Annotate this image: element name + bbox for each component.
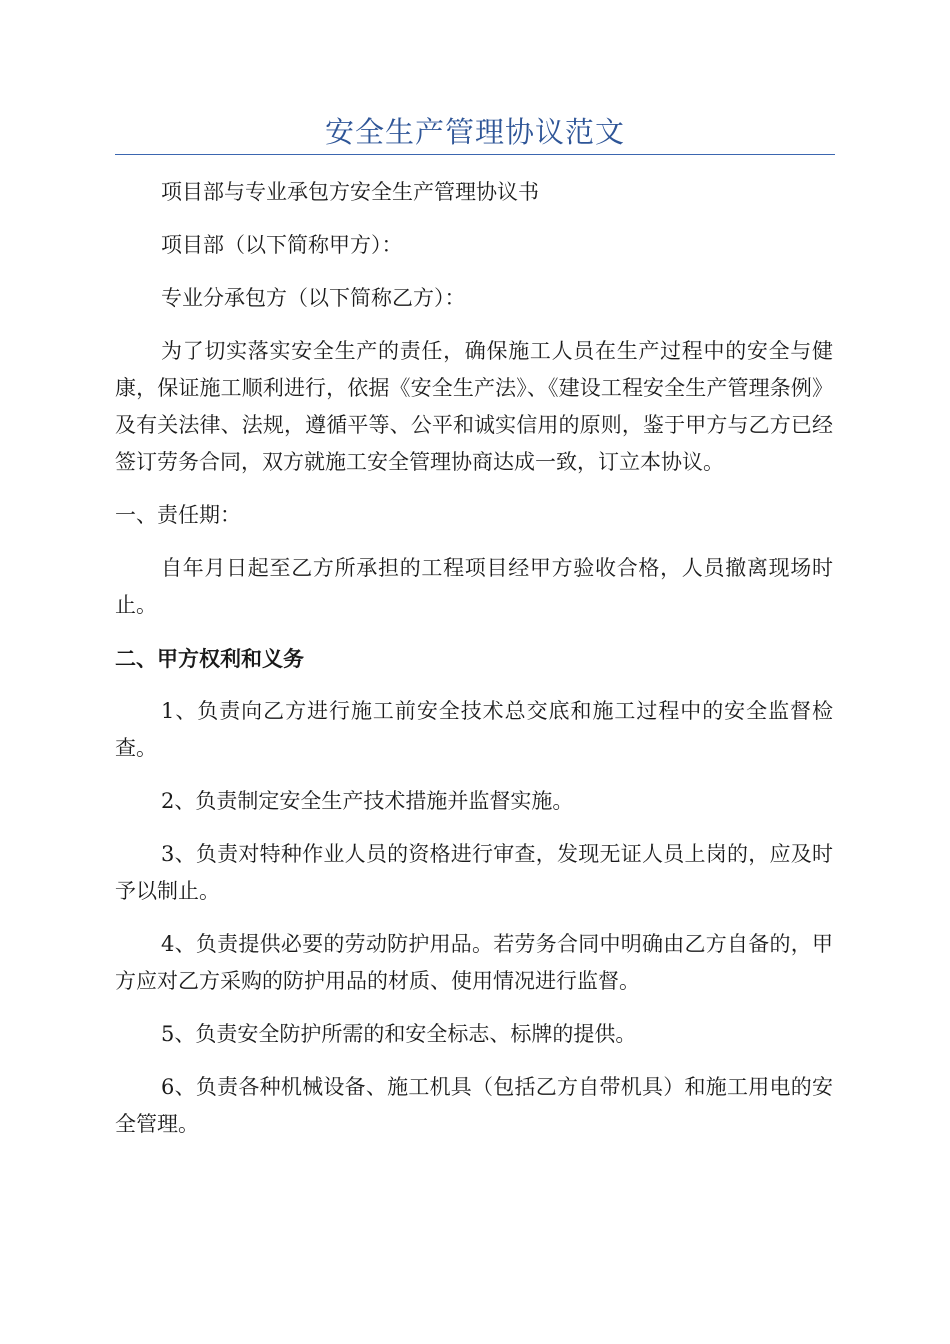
preamble-paragraph: 为了切实落实安全生产的责任，确保施工人员在生产过程中的安全与健康，保证施工顺利进行，依据《安全生产法》、《建设工程安全生产管理条例》及有关法律、法规，遵循平等、公平和诚实信用的原则，鉴于甲方与乙方已经签订劳务合同，双方就施工安全管理协商达成一致，订立本协议。 — [115, 339, 833, 474]
party-a-line: 项目部（以下简称甲方）： — [161, 233, 403, 257]
agreement-heading: 项目部与专业承包方安全生产管理协议书 — [161, 180, 539, 204]
list-item: 2、负责制定安全生产技术措施并监督实施。 — [161, 789, 574, 813]
list-item: 4、负责提供必要的劳动防护用品。若劳务合同中明确由乙方自备的，甲方应对乙方采购的防护用品的材质、使用情况进行监督。 — [115, 932, 833, 993]
list-item: 1、负责向乙方进行施工前安全技术总交底和施工过程中的安全监督检查。 — [115, 699, 833, 760]
title-underline — [115, 154, 835, 155]
document-body — [115, 174, 833, 1159]
list-item: 3、负责对特种作业人员的资格进行审查，发现无证人员上岗的，应及时予以制止。 — [115, 842, 833, 903]
list-item: 5、负责安全防护所需的和安全标志、标牌的提供。 — [161, 1022, 637, 1046]
term-paragraph: 自年月日起至乙方所承担的工程项目经甲方验收合格，人员撤离现场时止。 — [115, 556, 833, 617]
document-title: 安全生产管理协议范文 — [324, 115, 625, 149]
section-heading-term: 一、责任期： — [115, 503, 241, 527]
party-b-line: 专业分承包方（以下简称乙方）： — [161, 286, 466, 310]
section-heading-party-a-rights: 二、甲方权利和义务 — [115, 646, 304, 671]
list-item: 6、负责各种机械设备、施工机具（包括乙方自带机具）和施工用电的安全管理。 — [115, 1075, 833, 1136]
